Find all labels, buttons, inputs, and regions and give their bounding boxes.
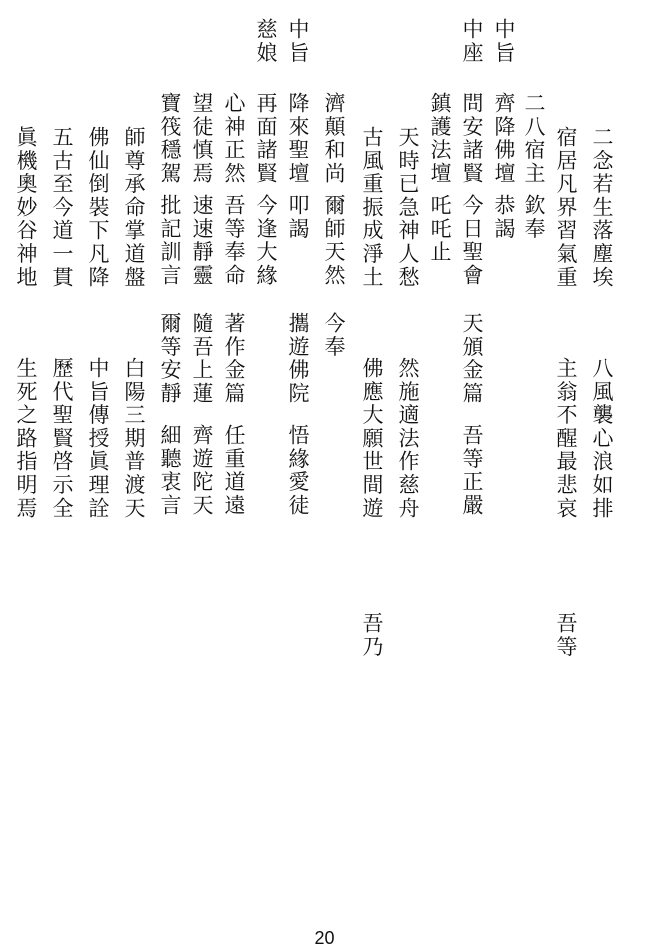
text-column: 著作金篇 [222,312,246,406]
text-column: 二八宿主 [522,92,546,186]
text-column: 歷代聖賢啓示全 [50,357,74,521]
text-column: 降來聖壇 [286,92,310,186]
text-column: 叩謁 [286,194,310,241]
text-column: 天時已急神人愁 [396,126,420,290]
page-number: 20 [314,928,335,948]
text-column: 批記訓言 [158,194,182,288]
text-column: 中旨傳授眞理詮 [86,357,110,521]
text-column: 今奉 [322,312,346,359]
text-column: 佛仙倒裝下凡降 [86,126,110,290]
text-column: 恭謁 [492,194,516,241]
text-column: 今逢大緣 [254,194,278,288]
text-column: 宿居凡界習氣重 [554,126,578,290]
text-column: 攜遊佛院 [286,312,310,406]
text-column: 白陽三期普渡天 [122,357,146,521]
text-column: 悟緣愛徒 [286,424,310,518]
text-column: 心神正然 [222,92,246,186]
text-column: 吾乃 [360,612,384,659]
text-column: 鎮護法壇 [428,92,452,186]
text-column: 今日聖會 [460,194,484,288]
text-column: 速速靜靈 [190,194,214,288]
text-column: 中旨 [492,18,516,65]
text-column: 爾師天然 [322,194,346,288]
text-column: 生死之路指明焉 [14,357,38,521]
text-column: 爾等安靜 [158,312,182,406]
text-column: 中座 [460,18,484,65]
text-column: 再面諸賢 [254,92,278,186]
text-column: 五古至今道一貫 [50,126,74,290]
text-column: 任重道遠 [222,424,246,518]
text-column: 佛應大願世間遊 [360,357,384,521]
text-column: 主翁不醒最悲哀 [554,357,578,521]
text-column: 八風襲心浪如排 [590,357,614,521]
text-column: 濟顛和尚 [322,92,346,186]
text-column: 細聽衷言 [158,424,182,518]
text-column: 古風重振成淨土 [360,126,384,290]
text-column: 慈娘 [254,18,278,65]
text-column: 隨吾上蓮 [190,312,214,406]
text-column: 吒吒止 [428,194,452,264]
text-column: 望徒慎焉 [190,92,214,186]
text-column: 師尊承命掌道盤 [122,126,146,290]
text-column: 然施適法作慈舟 [396,357,420,521]
text-column: 中旨 [286,18,310,65]
text-column: 吾等奉命 [222,194,246,288]
text-column: 問安諸賢 [460,92,484,186]
text-column: 二念若生落塵埃 [590,126,614,290]
text-column: 欽奉 [522,194,546,241]
text-column: 齊降佛壇 [492,92,516,186]
text-column: 寶筏穩駕 [158,92,182,186]
text-column: 天頒金篇 [460,312,484,406]
text-column: 眞機奧妙谷神地 [14,126,38,290]
text-column: 吾等正嚴 [460,424,484,518]
text-column: 吾等 [554,612,578,659]
text-column: 齊遊陀天 [190,424,214,518]
